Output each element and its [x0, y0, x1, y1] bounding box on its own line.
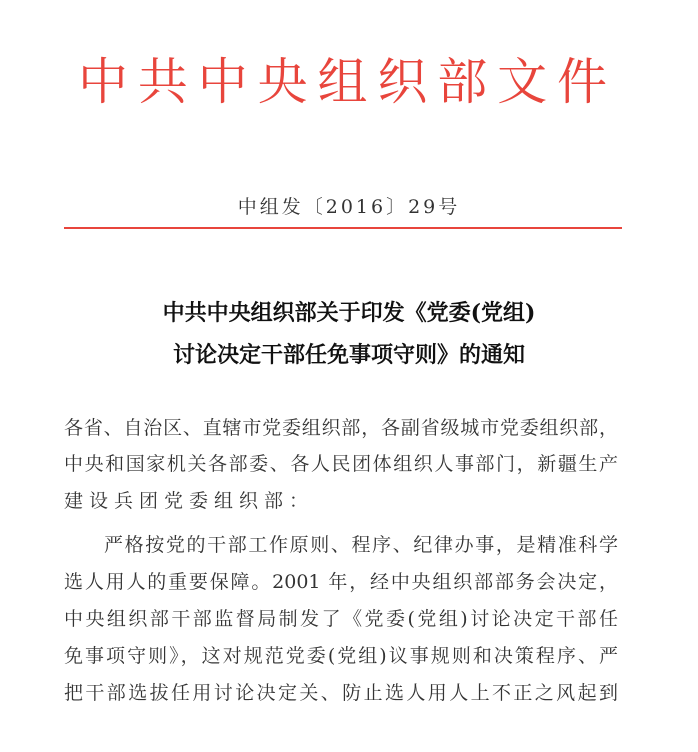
document-number: 中组发〔2016〕29号: [237, 196, 461, 218]
body-line: 中央和国家机关各部委、各人民团体组织人事部门，新疆生产: [64, 453, 618, 475]
body-line: 严格按党的干部工作原则、程序、纪律办事，是精准科学: [104, 534, 618, 556]
body-line: 免事项守则》，这对规范党委(党组)议事规则和决策程序、严: [64, 645, 618, 667]
notice-title-line-2: 讨论决定干部任免事项守则》的通知: [172, 342, 525, 368]
document-header-title: 中共中央组织部文件: [78, 53, 608, 111]
body-line: 把干部选拔任用讨论决定关、防止选人用人上不正之风起到: [64, 682, 618, 704]
body-line: 选人用人的重要保障。2001 年，经中央组织部部务会决定，: [64, 571, 618, 593]
red-divider-line: [64, 227, 622, 229]
body-line: 建设兵团党委组织部：: [64, 490, 315, 512]
notice-title-line-1: 中共中央组织部关于印发《党委(党组): [162, 300, 536, 326]
body-line: 各省、自治区、直辖市党委组织部，各副省级城市党委组织部，: [64, 417, 618, 439]
body-line: 中央组织部干部监督局制发了《党委(党组)讨论决定干部任: [64, 608, 618, 630]
